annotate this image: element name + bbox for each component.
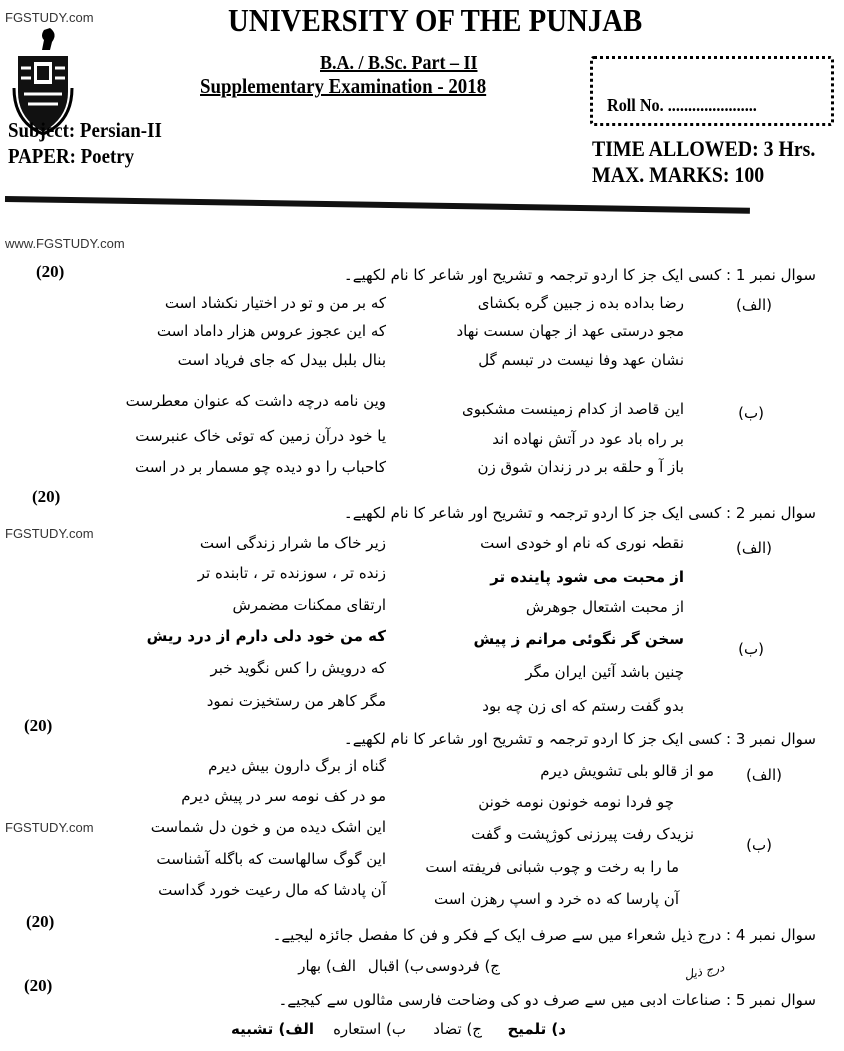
subject-label: Subject: Persian-II — [8, 118, 162, 142]
verse-line: سخن گر نگوئی مرانم ز پیش — [473, 630, 684, 648]
verse-line: کاحباب را دو دیده چو مسمار بر در است — [134, 458, 386, 476]
question-1-marks: (20) — [36, 262, 65, 281]
watermark: FGSTUDY.com — [5, 820, 94, 835]
verse-line: این اشک دیده من و خون دل شماست — [150, 818, 386, 836]
question-1-title: سوال نمبر 1 : کسی ایک جز کا اردو ترجمہ و تشریح اور شاعر کا نام لکھیے۔ — [343, 266, 816, 284]
option: ب) اقبال — [367, 957, 424, 975]
question-5-title: سوال نمبر 5 : صناعات ادبی میں سے صرف دو کی وضاحت فارسی مثالوں سے کیجیے۔ — [278, 991, 816, 1009]
verse-line: نزیدک رفت پیرزنی کوژپشت و گفت — [471, 825, 694, 843]
verse-line: آن پارسا که ده خرد و اسپ رهزن است — [433, 890, 679, 908]
part-label: (ب) — [738, 640, 764, 658]
verse-line: آن پادشا که مال رعیت خورد گداست — [158, 881, 386, 899]
question-4-marks: (20) — [26, 912, 55, 931]
verse-line: بنال بلبل بیدل که جای فریاد است — [177, 351, 386, 369]
handwritten-note: درج ذیل — [682, 959, 726, 983]
option: ب) استعاره — [333, 1020, 406, 1038]
verse-line: رضا بداده بده ز جبین گره بکشای — [477, 294, 684, 312]
part-label: (الف) — [746, 766, 782, 784]
watermark: www.FGSTUDY.com — [5, 236, 125, 251]
question-3-title: سوال نمبر 3 : کسی ایک جز کا اردو ترجمہ و تشریح اور شاعر کا نام لکھیے۔ — [343, 730, 816, 748]
part-label: (الف) — [736, 296, 772, 314]
option: الف) تشبیه — [231, 1020, 314, 1038]
verse-line: نقطہ نوری که نام او خودی است — [480, 534, 684, 552]
verse-line: بر راه باد عود در آتش نهاده اند — [492, 430, 684, 448]
verse-line: چو فردا نومه خونون نومه خونن — [478, 793, 674, 811]
verse-line: زیر خاک ما شرار زندگی است — [199, 534, 386, 552]
verse-line: مو از قالو بلی تشویش دیرم — [540, 762, 714, 780]
verse-line: که بر من و تو در اختیار نکشاد است — [164, 294, 386, 312]
verse-line: که من خود دلی دارم از درد ریش — [146, 627, 386, 645]
verse-line: چنین باشد آئین ایران مگر — [525, 663, 684, 681]
verse-line: ارتقای ممکنات مضمرش — [232, 596, 386, 614]
question-5-marks: (20) — [24, 976, 53, 995]
verse-line: این گوگ سالهاست که باگله آشناست — [156, 850, 386, 868]
verse-line: که این عجوز عروس هزار داماد است — [156, 322, 386, 340]
class-title: B.A. / B.Sc. Part – II — [320, 52, 478, 74]
question-2-marks: (20) — [32, 487, 61, 506]
verse-line: مگر کاهر من رستخیزت نمود — [206, 692, 386, 710]
option: د) تلمیح — [507, 1020, 566, 1038]
option: الف) بهار — [298, 957, 356, 975]
verse-line: مجو درستی عهد از جهان سست نهاد — [456, 322, 684, 340]
verse-line: ما را به رخت و چوب شبانی فریفته است — [425, 858, 679, 876]
paper-label: PAPER: Poetry — [8, 144, 135, 168]
roll-number-box — [590, 56, 834, 126]
verse-line: نشان عهد وفا نیست در تبسم گل — [478, 351, 684, 369]
watermark: FGSTUDY.com — [5, 10, 94, 25]
option: ج) فردوسی — [425, 957, 500, 975]
verse-line: وین نامه درچه داشت که عنوان معطرست — [125, 392, 386, 410]
part-label: (الف) — [736, 539, 772, 557]
part-label: (ب) — [746, 836, 772, 854]
verse-line: باز آ و حلقه بر در زندان شوق زن — [477, 458, 684, 476]
verse-line: از محبت می شود پاینده تر — [490, 568, 684, 586]
question-3-marks: (20) — [24, 716, 53, 735]
time-allowed: TIME ALLOWED: 3 Hrs. — [592, 136, 816, 161]
verse-line: مو در کف نومه سر در پیش دیرم — [181, 787, 386, 805]
watermark: FGSTUDY.com — [5, 526, 94, 541]
part-label: (ب) — [738, 404, 764, 422]
exam-title: Supplementary Examination - 2018 — [200, 74, 487, 98]
verse-line: گناه از برگ دارون بیش دیرم — [208, 757, 386, 775]
verse-line: بدو گفت رستم که ای زن چه بود — [482, 697, 684, 715]
verse-line: که درویش را کس نگوید خبر — [210, 659, 386, 677]
university-title: UNIVERSITY OF THE PUNJAB — [228, 2, 643, 38]
max-marks: MAX. MARKS: 100 — [592, 162, 765, 187]
verse-line: از محبت اشتعال جوهرش — [525, 598, 684, 616]
verse-line: یا خود درآن زمین که توئی خاک عنبرست — [135, 427, 386, 445]
roll-number-label: Roll No. ...................... — [607, 95, 757, 115]
verse-line: این قاصد از کدام زمینست مشکبوی — [462, 400, 684, 418]
verse-line: زنده تر ، سوزنده تر ، تابنده تر — [197, 564, 386, 582]
question-2-title: سوال نمبر 2 : کسی ایک جز کا اردو ترجمہ و تشریح اور شاعر کا نام لکھیے۔ — [343, 504, 816, 522]
header-divider — [5, 196, 750, 214]
option: ج) تضاد — [433, 1020, 482, 1038]
question-4-title: سوال نمبر 4 : درج ذیل شعراء میں سے صرف ایک کے فکر و فن کا مفصل جائزہ لیجیے۔ — [272, 926, 816, 944]
